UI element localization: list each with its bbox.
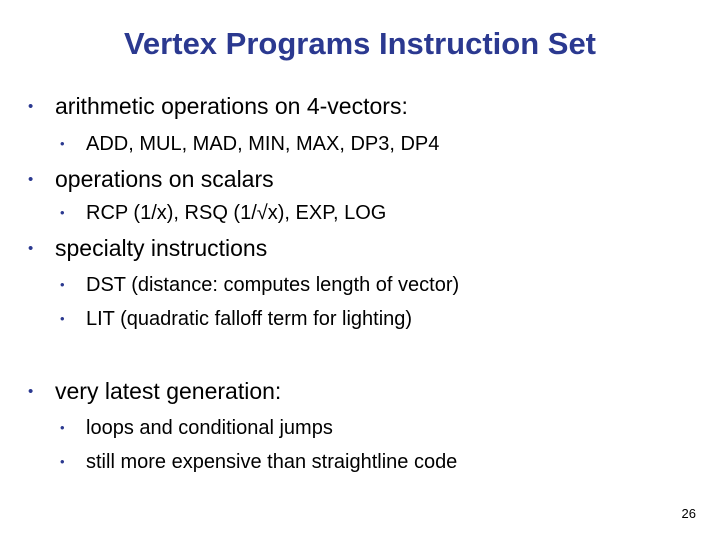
bullet-dot: • bbox=[28, 98, 34, 115]
bullet-text: arithmetic operations on 4-vectors: bbox=[55, 93, 408, 119]
subbullet-text: LIT (quadratic falloff term for lighting) bbox=[86, 308, 413, 330]
bullet-text: very latest generation: bbox=[55, 378, 282, 404]
bullet-dot: • bbox=[60, 311, 65, 326]
subbullet-text: RCP (1/x), RSQ (1/√x), EXP, LOG bbox=[86, 202, 387, 224]
bullet-scalars bbox=[28, 166, 274, 193]
bullet-text: specialty instructions bbox=[55, 235, 268, 261]
bullet-dot: • bbox=[28, 383, 34, 400]
page-number: 26 bbox=[681, 506, 696, 521]
subbullet-loops bbox=[60, 417, 333, 440]
subbullet-lit bbox=[60, 308, 412, 331]
bullet-dot: • bbox=[28, 240, 34, 257]
subbullet-dst bbox=[60, 274, 459, 297]
bullet-dot: • bbox=[28, 171, 34, 188]
slide-title: Vertex Programs Instruction Set bbox=[123, 26, 597, 61]
subbullet-vector-ops bbox=[60, 133, 439, 156]
subbullet-text: ADD, MUL, MAD, MIN, MAX, DP3, DP4 bbox=[86, 133, 440, 155]
bullet-latest-generation bbox=[28, 378, 281, 405]
bullet-text: operations on scalars bbox=[55, 166, 274, 192]
bullet-dot: • bbox=[60, 454, 65, 469]
bullet-specialty bbox=[28, 235, 267, 262]
bullet-dot: • bbox=[60, 205, 65, 220]
bullet-dot: • bbox=[60, 277, 65, 292]
subbullet-text: DST (distance: computes length of vector) bbox=[86, 274, 460, 296]
subbullet-expensive bbox=[60, 451, 457, 474]
bullet-arithmetic bbox=[28, 93, 408, 120]
bullet-dot: • bbox=[60, 420, 65, 435]
bullet-dot: • bbox=[60, 136, 65, 151]
subbullet-text: loops and conditional jumps bbox=[86, 417, 333, 439]
subbullet-text: still more expensive than straightline code bbox=[86, 451, 458, 473]
subbullet-scalar-ops bbox=[60, 202, 386, 225]
